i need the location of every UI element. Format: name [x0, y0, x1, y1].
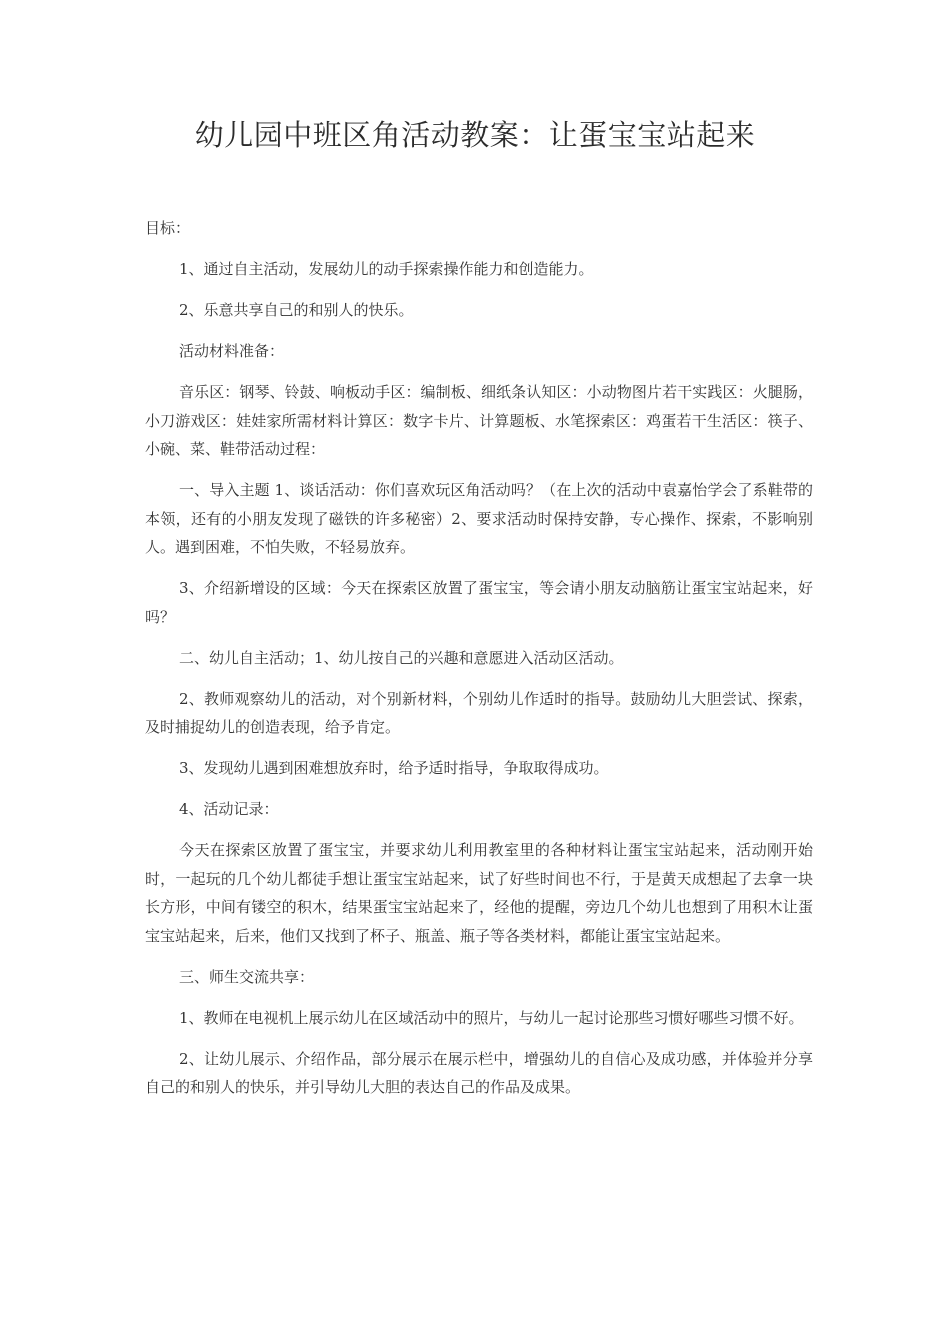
- goal-item-1: 1、通过自主活动，发展幼儿的动手探索操作能力和创造能力。: [179, 260, 594, 278]
- process-step-3-1: 1、教师在电视机上展示幼儿在区域活动中的照片，与幼儿一起讨论那些习惯好哪些习惯不好。: [179, 1008, 804, 1027]
- process-step-1: 一、导入主题 1、谈话活动：你们喜欢玩区角活动吗？（在上次的活动中袁嘉怡学会了系鞋带的本领，还有的小朋友发现了磁铁的许多秘密）2、要求活动时保持安静，专心操作、探索，不影响别人。遇到困难，不怕失败，不轻易放弃。: [145, 481, 813, 556]
- process-step-3-2: 2、让幼儿展示、介绍作品，部分展示在展示栏中，增强幼儿的自信心及成功感，并体验并分享自己的和别人的快乐，并引导幼儿大胆的表达自己的作品及成果。: [145, 1049, 813, 1096]
- process-step-2-2: 2、教师观察幼儿的活动，对个别新材料，个别幼儿作适时的指导。鼓励幼儿大胆尝试、探索，及时捕捉幼儿的创造表现，给予肯定。: [145, 689, 813, 736]
- process-step-2: 二、幼儿自主活动；1、幼儿按自己的兴趣和意愿进入活动区活动。: [179, 648, 624, 667]
- section-heading-materials: 活动材料准备：: [179, 342, 285, 360]
- goal-item-2: 2、乐意共享自己的和别人的快乐。: [179, 301, 414, 319]
- activity-record-paragraph: 今天在探索区放置了蛋宝宝，并要求幼儿利用教室里的各种材料让蛋宝宝站起来，活动刚开始时，一起玩的几个幼儿都徒手想让蛋宝宝站起来，试了好些时间也不行，于是黄天成想起了去拿一块长方形，中间有镂空的积木，结果蛋宝宝站起来了，经他的提醒，旁边几个幼儿也想到了用积木让蛋宝宝站起来，后来，他们又找到了杯子、瓶盖、瓶子等各类材料，都能让蛋宝宝站起来。: [145, 841, 813, 945]
- document-body: [145, 214, 813, 1114]
- process-step-3: 三、师生交流共享：: [179, 967, 315, 986]
- process-step-1-3: 3、介绍新增设的区域：今天在探索区放置了蛋宝宝，等会请小朋友动脑筋让蛋宝宝站起来，好吗？: [145, 579, 813, 626]
- activity-record-heading: 4、活动记录：: [179, 800, 279, 818]
- section-heading-goals: 目标：: [145, 219, 191, 237]
- materials-paragraph: 音乐区：钢琴、铃鼓、响板动手区：编制板、细纸条认知区：小动物图片若干实践区：火腿肠，小刀游戏区：娃娃家所需材料计算区：数字卡片、计算题板、水笔探索区：鸡蛋若干生活区：筷子、小碗、菜、鞋带活动过程：: [145, 383, 813, 458]
- process-step-2-3: 3、发现幼儿遇到困难想放弃时，给予适时指导，争取取得成功。: [179, 759, 609, 777]
- document-title: 幼儿园中班区角活动教案：让蛋宝宝站起来: [194, 118, 756, 152]
